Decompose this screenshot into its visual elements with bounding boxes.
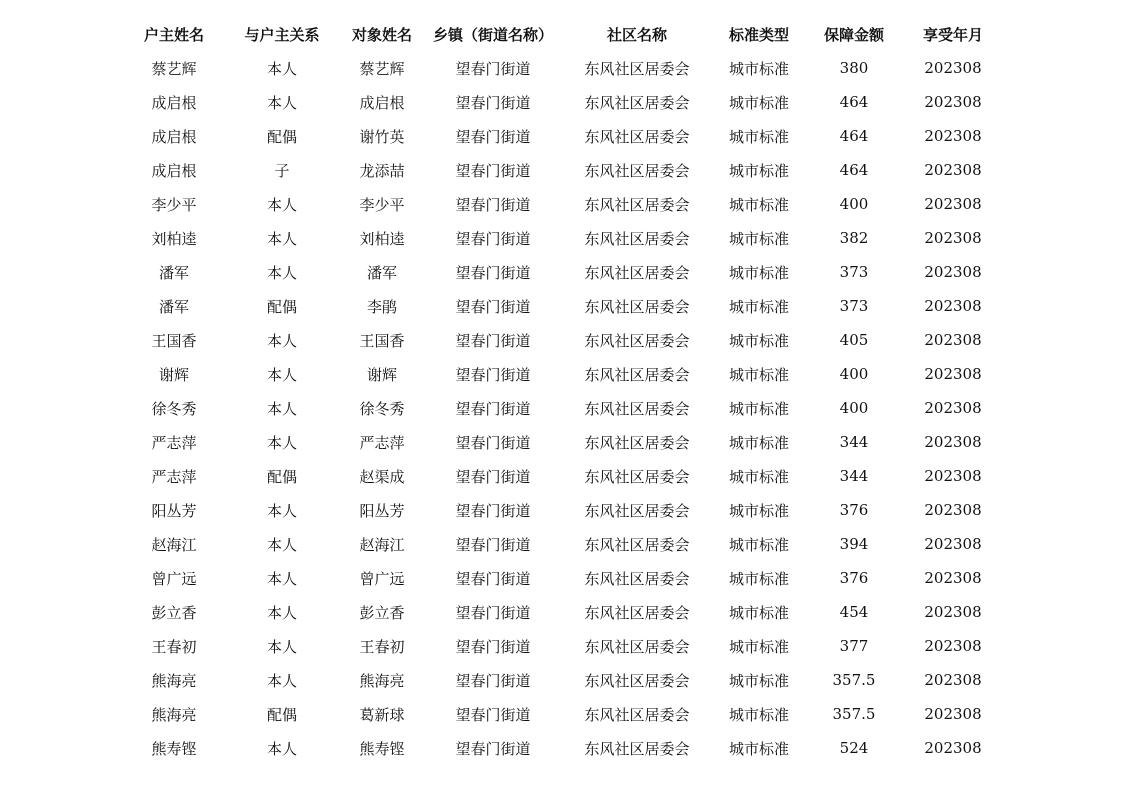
cell-standard-type: 城市标准: [728, 603, 789, 622]
table-row: [120, 119, 1000, 153]
cell-amount: 357.5: [832, 671, 876, 689]
cell-recipient-name: 葛新球: [359, 705, 405, 724]
cell-recipient-name: 谢竹英: [359, 127, 405, 146]
cell-recipient-name: 刘柏逵: [359, 229, 405, 248]
cell-relation: 本人: [266, 671, 297, 690]
cell-community: 东风社区居委会: [584, 229, 690, 248]
cell-householder-name: 刘柏逵: [151, 229, 197, 248]
cell-amount: 373: [839, 297, 869, 315]
table-row: [120, 561, 1000, 595]
cell-township: 望春门街道: [455, 501, 531, 520]
cell-community: 东风社区居委会: [584, 297, 690, 316]
cell-amount: 357.5: [832, 705, 876, 723]
cell-township: 望春门街道: [455, 229, 531, 248]
table-row: [120, 527, 1000, 561]
cell-township: 望春门街道: [455, 467, 531, 486]
cell-relation: 本人: [266, 569, 297, 588]
cell-householder-name: 严志萍: [151, 433, 197, 452]
cell-relation: 本人: [266, 603, 297, 622]
cell-standard-type: 城市标准: [728, 127, 789, 146]
cell-standard-type: 城市标准: [728, 535, 789, 554]
cell-amount: 394: [839, 535, 869, 553]
column-header-community: 社区名称: [606, 25, 667, 44]
cell-township: 望春门街道: [455, 399, 531, 418]
cell-month: 202308: [924, 127, 982, 145]
cell-standard-type: 城市标准: [728, 331, 789, 350]
cell-township: 望春门街道: [455, 59, 531, 78]
cell-community: 东风社区居委会: [584, 603, 690, 622]
cell-relation: 本人: [266, 229, 297, 248]
cell-standard-type: 城市标准: [728, 263, 789, 282]
cell-month: 202308: [924, 365, 982, 383]
table-row: [120, 425, 1000, 459]
cell-month: 202308: [924, 535, 982, 553]
cell-month: 202308: [924, 433, 982, 451]
column-header-amount: 保障金额: [823, 25, 884, 44]
column-header-township: 乡镇（街道名称）: [432, 25, 553, 44]
cell-township: 望春门街道: [455, 569, 531, 588]
cell-standard-type: 城市标准: [728, 161, 789, 180]
cell-standard-type: 城市标准: [728, 229, 789, 248]
cell-month: 202308: [924, 263, 982, 281]
table-row: [120, 85, 1000, 119]
cell-standard-type: 城市标准: [728, 93, 789, 112]
cell-community: 东风社区居委会: [584, 127, 690, 146]
cell-month: 202308: [924, 671, 982, 689]
cell-month: 202308: [924, 569, 982, 587]
cell-relation: 本人: [266, 195, 297, 214]
cell-householder-name: 成启根: [151, 127, 197, 146]
cell-township: 望春门街道: [455, 535, 531, 554]
cell-standard-type: 城市标准: [728, 705, 789, 724]
cell-relation: 本人: [266, 433, 297, 452]
cell-amount: 400: [839, 365, 869, 383]
cell-relation: 本人: [266, 59, 297, 78]
table-row: [120, 595, 1000, 629]
cell-recipient-name: 李鹃: [366, 297, 397, 316]
cell-recipient-name: 徐冬秀: [359, 399, 405, 418]
table-row: [120, 289, 1000, 323]
cell-month: 202308: [924, 161, 982, 179]
cell-community: 东风社区居委会: [584, 365, 690, 384]
cell-relation: 本人: [266, 637, 297, 656]
cell-recipient-name: 谢辉: [366, 365, 397, 384]
cell-relation: 本人: [266, 365, 297, 384]
cell-relation: 配偶: [266, 127, 297, 146]
table-row: [120, 255, 1000, 289]
cell-amount: 400: [839, 195, 869, 213]
table-row: [120, 323, 1000, 357]
cell-township: 望春门街道: [455, 603, 531, 622]
cell-month: 202308: [924, 399, 982, 417]
cell-amount: 376: [839, 501, 869, 519]
cell-amount: 382: [839, 229, 869, 247]
cell-community: 东风社区居委会: [584, 195, 690, 214]
cell-community: 东风社区居委会: [584, 467, 690, 486]
cell-standard-type: 城市标准: [728, 501, 789, 520]
cell-householder-name: 李少平: [151, 195, 197, 214]
cell-recipient-name: 李少平: [359, 195, 405, 214]
cell-standard-type: 城市标准: [728, 433, 789, 452]
cell-amount: 464: [839, 127, 869, 145]
cell-township: 望春门街道: [455, 331, 531, 350]
cell-amount: 376: [839, 569, 869, 587]
cell-township: 望春门街道: [455, 93, 531, 112]
cell-amount: 405: [839, 331, 869, 349]
cell-recipient-name: 曾广远: [359, 569, 405, 588]
cell-recipient-name: 龙添喆: [359, 161, 405, 180]
cell-amount: 454: [839, 603, 869, 621]
cell-month: 202308: [924, 297, 982, 315]
cell-householder-name: 潘军: [158, 263, 189, 282]
cell-month: 202308: [924, 705, 982, 723]
cell-recipient-name: 王国香: [359, 331, 405, 350]
cell-community: 东风社区居委会: [584, 93, 690, 112]
cell-community: 东风社区居委会: [584, 433, 690, 452]
cell-community: 东风社区居委会: [584, 637, 690, 656]
cell-standard-type: 城市标准: [728, 671, 789, 690]
cell-township: 望春门街道: [455, 127, 531, 146]
cell-standard-type: 城市标准: [728, 637, 789, 656]
table-row: [120, 221, 1000, 255]
cell-householder-name: 潘军: [158, 297, 189, 316]
cell-householder-name: 徐冬秀: [151, 399, 197, 418]
cell-township: 望春门街道: [455, 161, 531, 180]
cell-community: 东风社区居委会: [584, 331, 690, 350]
cell-month: 202308: [924, 501, 982, 519]
cell-community: 东风社区居委会: [584, 535, 690, 554]
table-row: [120, 391, 1000, 425]
cell-month: 202308: [924, 59, 982, 77]
cell-amount: 344: [839, 467, 869, 485]
cell-community: 东风社区居委会: [584, 399, 690, 418]
cell-householder-name: 蔡艺辉: [151, 59, 197, 78]
cell-township: 望春门街道: [455, 263, 531, 282]
cell-householder-name: 赵海江: [151, 535, 197, 554]
cell-recipient-name: 阳丛芳: [359, 501, 405, 520]
table-header: [120, 17, 1000, 51]
cell-recipient-name: 熊海亮: [359, 671, 405, 690]
cell-recipient-name: 成启根: [359, 93, 405, 112]
cell-amount: 524: [839, 739, 869, 757]
cell-recipient-name: 潘军: [366, 263, 397, 282]
cell-householder-name: 谢辉: [158, 365, 189, 384]
cell-month: 202308: [924, 331, 982, 349]
cell-township: 望春门街道: [455, 739, 531, 758]
cell-community: 东风社区居委会: [584, 59, 690, 78]
cell-month: 202308: [924, 637, 982, 655]
cell-township: 望春门街道: [455, 705, 531, 724]
table-row: [120, 187, 1000, 221]
cell-recipient-name: 严志萍: [359, 433, 405, 452]
cell-standard-type: 城市标准: [728, 569, 789, 588]
cell-township: 望春门街道: [455, 637, 531, 656]
column-header-householder-name: 户主姓名: [143, 25, 204, 44]
column-header-recipient-name: 对象姓名: [351, 25, 412, 44]
cell-relation: 子: [274, 161, 290, 180]
cell-community: 东风社区居委会: [584, 671, 690, 690]
cell-relation: 本人: [266, 263, 297, 282]
cell-recipient-name: 蔡艺辉: [359, 59, 405, 78]
cell-recipient-name: 赵渠成: [359, 467, 405, 486]
cell-householder-name: 熊寿铿: [151, 739, 197, 758]
table-row: [120, 663, 1000, 697]
column-header-relation: 与户主关系: [244, 25, 320, 44]
cell-householder-name: 熊海亮: [151, 671, 197, 690]
cell-township: 望春门街道: [455, 671, 531, 690]
cell-relation: 本人: [266, 535, 297, 554]
cell-township: 望春门街道: [455, 433, 531, 452]
cell-recipient-name: 彭立香: [359, 603, 405, 622]
table-row: [120, 629, 1000, 663]
cell-community: 东风社区居委会: [584, 705, 690, 724]
cell-township: 望春门街道: [455, 297, 531, 316]
benefit-table: [120, 17, 1000, 765]
header-row: [120, 17, 1000, 51]
cell-amount: 464: [839, 93, 869, 111]
cell-community: 东风社区居委会: [584, 501, 690, 520]
cell-relation: 本人: [266, 331, 297, 350]
cell-amount: 373: [839, 263, 869, 281]
cell-amount: 380: [839, 59, 869, 77]
column-header-standard-type: 标准类型: [728, 25, 789, 44]
cell-month: 202308: [924, 467, 982, 485]
cell-householder-name: 王春初: [151, 637, 197, 656]
cell-month: 202308: [924, 603, 982, 621]
cell-community: 东风社区居委会: [584, 569, 690, 588]
cell-relation: 配偶: [266, 467, 297, 486]
cell-householder-name: 王国香: [151, 331, 197, 350]
table-row: [120, 153, 1000, 187]
cell-householder-name: 阳丛芳: [151, 501, 197, 520]
cell-relation: 配偶: [266, 297, 297, 316]
table-row: [120, 731, 1000, 765]
cell-month: 202308: [924, 93, 982, 111]
column-header-month: 享受年月: [922, 25, 983, 44]
cell-community: 东风社区居委会: [584, 739, 690, 758]
cell-month: 202308: [924, 229, 982, 247]
cell-community: 东风社区居委会: [584, 263, 690, 282]
cell-recipient-name: 熊寿铿: [359, 739, 405, 758]
table-body: [120, 51, 1000, 765]
cell-standard-type: 城市标准: [728, 59, 789, 78]
cell-month: 202308: [924, 195, 982, 213]
cell-amount: 400: [839, 399, 869, 417]
cell-relation: 本人: [266, 93, 297, 112]
cell-householder-name: 成启根: [151, 161, 197, 180]
table-row: [120, 697, 1000, 731]
table-row: [120, 357, 1000, 391]
cell-recipient-name: 王春初: [359, 637, 405, 656]
cell-amount: 377: [839, 637, 869, 655]
cell-relation: 本人: [266, 739, 297, 758]
cell-standard-type: 城市标准: [728, 467, 789, 486]
cell-householder-name: 成启根: [151, 93, 197, 112]
cell-standard-type: 城市标准: [728, 195, 789, 214]
cell-community: 东风社区居委会: [584, 161, 690, 180]
cell-relation: 本人: [266, 501, 297, 520]
cell-standard-type: 城市标准: [728, 365, 789, 384]
cell-recipient-name: 赵海江: [359, 535, 405, 554]
cell-householder-name: 曾广远: [151, 569, 197, 588]
cell-township: 望春门街道: [455, 195, 531, 214]
cell-amount: 464: [839, 161, 869, 179]
cell-householder-name: 彭立香: [151, 603, 197, 622]
table-row: [120, 459, 1000, 493]
cell-standard-type: 城市标准: [728, 297, 789, 316]
cell-relation: 本人: [266, 399, 297, 418]
cell-standard-type: 城市标准: [728, 739, 789, 758]
table-row: [120, 493, 1000, 527]
cell-householder-name: 熊海亮: [151, 705, 197, 724]
cell-township: 望春门街道: [455, 365, 531, 384]
cell-amount: 344: [839, 433, 869, 451]
cell-standard-type: 城市标准: [728, 399, 789, 418]
table-row: [120, 51, 1000, 85]
cell-month: 202308: [924, 739, 982, 757]
cell-householder-name: 严志萍: [151, 467, 197, 486]
cell-relation: 配偶: [266, 705, 297, 724]
